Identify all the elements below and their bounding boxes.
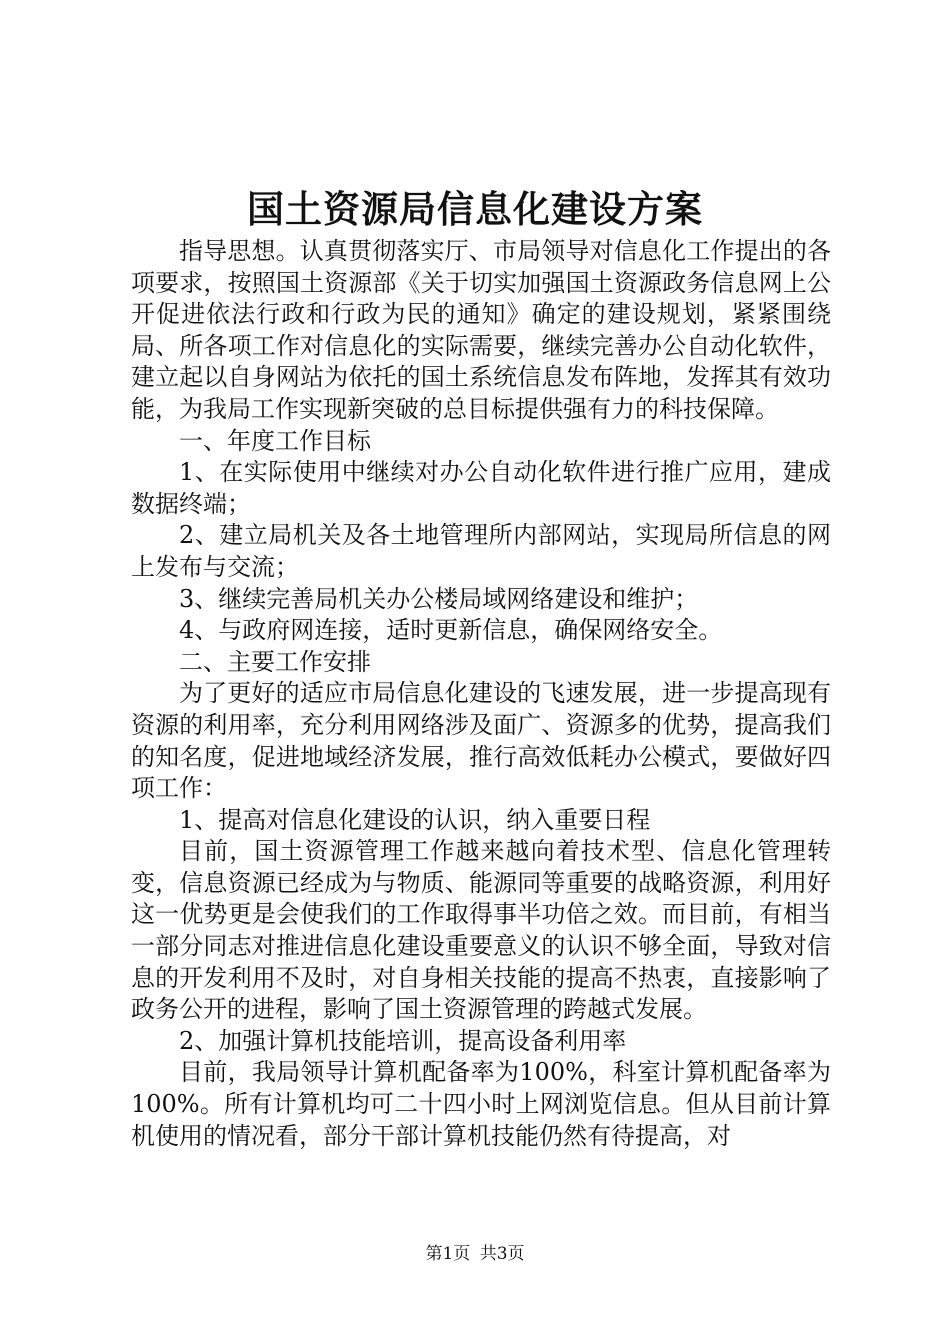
paragraph-awareness: 目前，国土资源管理工作越来越向着技术型、信息化管理转变，信息资源已经成为与物质、能源同等重要的战略资源，利用好这一优势更是会使我们的工作取得事半功倍之效。而目前，有相当一部分同志对推进信息化建设重要意义的认识不够全面，导致对信息的开发利用不及时，对自身相关技能的提高不热衷，直接影响了政务公开的进程，影响了国土资源管理的跨越式发展。 bbox=[131, 837, 831, 1024]
document-body bbox=[131, 236, 831, 1152]
page-footer bbox=[0, 1242, 950, 1266]
paragraph-guiding-idea: 指导思想。认真贯彻落实厅、市局领导对信息化工作提出的各项要求，按照国土资源部《关于切实加强国土资源政务信息网上公开促进依法行政和行政为民的通知》确定的建设规划，紧紧围绕局、所各项工作对信息化的实际需要，继续完善办公自动化软件，建立起以自身网站为依托的国土系统信息发布阵地，发挥其有效功能，为我局工作实现新突破的总目标提供强有力的科技保障。 bbox=[131, 237, 831, 423]
goal-item-2: 2、建立局机关及各土地管理所内部网站，实现局所信息的网上发布与交流； bbox=[131, 521, 831, 581]
goal-item-1: 1、在实际使用中继续对办公自动化软件进行推广应用，建成数据终端； bbox=[131, 458, 831, 518]
document-title: 国土资源局信息化建设方案 bbox=[247, 187, 703, 231]
paragraph-arrangements-intro: 为了更好的适应市局信息化建设的飞速发展，进一步提高现有资源的利用率，充分利用网络涉及面广、资源多的优势，提高我们的知名度，促进地域经济发展，推行高效低耗办公模式，要做好四项工作： bbox=[131, 679, 831, 803]
paragraph-training: 目前，我局领导计算机配备率为100%，科室计算机配备率为100%。所有计算机均可二十四小时上网浏览信息。但从目前计算机使用的情况看，部分干部计算机技能仍然有待提高，对 bbox=[131, 1058, 831, 1150]
heading-annual-goals: 一、年度工作目标 bbox=[179, 426, 371, 455]
heading-main-arrangements: 二、主要工作安排 bbox=[179, 647, 371, 676]
subheading-training: 2、加强计算机技能培训，提高设备利用率 bbox=[179, 1026, 627, 1055]
subheading-awareness: 1、提高对信息化建设的认识，纳入重要日程 bbox=[179, 805, 651, 834]
page-total: 共3页 bbox=[479, 1244, 525, 1264]
page-number: 第1页 bbox=[425, 1244, 471, 1264]
goal-item-4: 4、与政府网连接，适时更新信息，确保网络安全。 bbox=[179, 616, 723, 645]
goal-item-3: 3、继续完善局机关办公楼局域网络建设和维护； bbox=[179, 584, 699, 613]
